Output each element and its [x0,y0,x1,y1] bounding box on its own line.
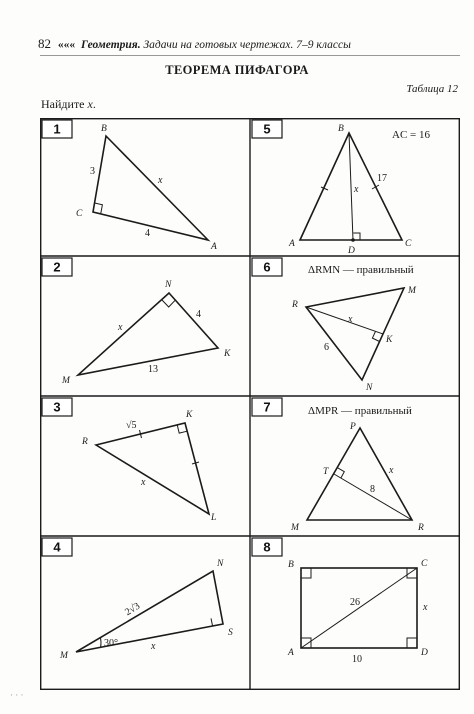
page-title: ТЕОРЕМА ПИФАГОРА [165,63,309,77]
task-variable: x [87,97,93,111]
figure-8 [287,559,428,665]
point-m-label: M [408,286,416,296]
table-label: Таблица 12 [406,83,458,95]
point-b-label: B [338,124,344,134]
point-b-label: B [101,124,107,134]
point-k-label: K [386,335,393,345]
header-arrows: ««« [57,39,76,51]
point-k-label: K [186,410,193,420]
point-t-label: T [323,467,329,477]
triangle-rkl [96,423,209,514]
height-rt [334,474,412,520]
triangle-abc [93,136,208,240]
svg-text:4: 4 [53,539,61,555]
svg-text:2: 2 [53,259,61,275]
point-a-label: A [289,239,295,249]
side-rn-label: 6 [324,342,329,353]
side-mn-label: 2√3 [123,600,143,619]
side-nk-label: 4 [196,309,201,320]
point-r-label: R [292,300,298,310]
height-bd [349,133,353,240]
cell-2-number [42,258,72,276]
cell-3-number [42,398,72,416]
point-d-label: D [348,246,355,256]
figure-3 [81,410,216,523]
side-ab-label: x [158,175,163,186]
point-d-dot [351,238,355,242]
cell-1-number [42,120,72,138]
point-n-label: N [217,559,224,569]
side-rk-label: √5 [126,420,137,431]
right-angle-mark [162,300,176,307]
height-rk-label: x [348,314,353,325]
book-title: Геометрия. [81,39,141,51]
point-m-label: M [291,523,299,533]
point-m-label: M [62,376,70,386]
triangle-rmn [306,288,404,380]
point-p-label: P [350,422,356,432]
page-number: 82 [38,36,51,51]
task-prefix: Найдите [41,97,85,111]
cell-6-number [252,258,282,276]
point-r-label: R [418,523,424,533]
point-k-label: K [224,349,231,359]
figure-4 [59,559,233,661]
point-l-label: L [211,513,217,523]
problem-grid [40,118,460,690]
page-header [38,36,351,52]
point-d-label: D [421,648,428,658]
triangle-mnk [78,293,218,375]
svg-text:7: 7 [263,399,271,415]
diagonal-ac [301,568,417,648]
point-c-label: C [405,239,412,249]
svg-text:6: 6 [263,259,271,275]
diagonal-ac-label: 26 [350,597,360,608]
height-bd-label: x [354,184,359,195]
figure-1 [76,124,217,252]
point-n-label: N [366,383,373,393]
point-r-label: R [82,437,88,447]
side-bc-label: 17 [377,173,387,184]
point-b-label: B [288,560,294,570]
svg-text:5: 5 [263,121,271,137]
condition-text: ΔRMN — правильный [308,264,414,276]
task-text: Найдите x. [41,97,96,111]
right-angle-mark [95,203,103,213]
point-n-label: N [165,280,172,290]
svg-text:8: 8 [263,539,271,555]
scan-artifact: · · · [10,690,24,700]
figure-2 [61,280,231,386]
point-a-label: A [211,242,217,252]
svg-text:1: 1 [53,121,61,137]
right-angle-mark-d [407,638,417,648]
side-mn-label: x [118,322,123,333]
side-rl-label: x [141,477,146,488]
svg-text:3: 3 [53,399,61,415]
condition-text: ΔMPR — правильный [308,405,412,417]
figure-5 [288,124,430,256]
point-a-label: A [288,648,294,658]
side-ca-label: 4 [145,228,150,239]
side-ms-label: x [151,641,156,652]
triangle-mns [76,571,223,652]
side-ad-label: 10 [352,654,362,665]
cell-5-number [252,120,282,138]
side-bc-label: 3 [90,166,95,177]
problem-grid-svg [40,118,460,690]
height-rt-label: 8 [370,484,375,495]
cell-7-number [252,398,282,416]
figure-7 [290,405,424,533]
figure-6 [291,264,417,393]
point-m-label: M [60,651,68,661]
angle-arc [101,638,102,648]
side-mk-label: 13 [148,364,158,375]
point-c-label: C [76,209,83,219]
point-s-label: S [228,628,233,638]
cell-8-number [252,538,282,556]
header-rule [40,55,460,56]
book-subtitle: Задачи на готовых чертежах. 7–9 классы [143,39,351,51]
point-c-label: C [421,559,428,569]
condition-text: AC = 16 [392,129,430,141]
cell-4-number [42,538,72,556]
height-rk [306,307,383,334]
side-cd-label: x [423,602,428,613]
side-pr-label: x [389,465,394,476]
right-angle-mark-b [301,568,311,578]
angle-m-label: 30° [104,638,118,649]
